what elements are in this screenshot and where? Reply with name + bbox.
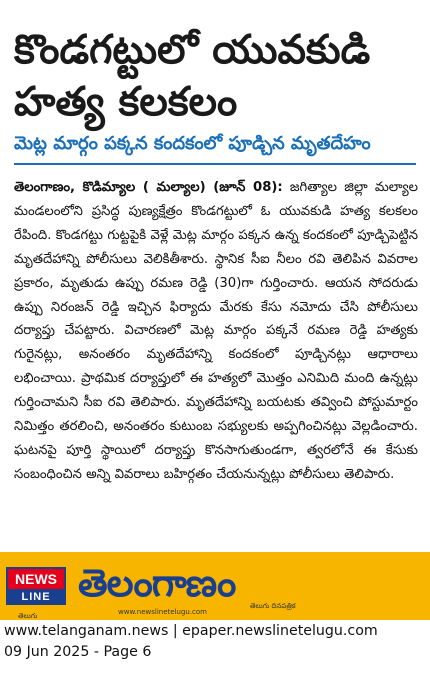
footer-website-links: www.telanganam.news | epaper.newslinetelugu.com — [4, 623, 378, 639]
article-headline: కొండగట్టులో యువకుడి హత్య కలకలం — [14, 27, 371, 125]
masthead-tagline: తెలుగు దినపత్రిక — [250, 602, 296, 610]
article-dateline: తెలంగాణం, కొడిమ్యాల ( మల్యాల) (జూన్ 08): — [14, 180, 283, 195]
subheadline-divider — [14, 163, 416, 165]
article-subheadline: మెట్ల మార్గం పక్కన కందకంలో పూడ్చిన మృతదేహం — [14, 133, 371, 154]
page-footer — [0, 620, 430, 675]
article-body-text: జగిత్యాల జిల్లా మల్యాల మండలంలోని ప్రసిద్ధ పుణ్యక్షేత్రం కొండగట్టులో ఓ యువకుడి హత్య కలకలం రేపింది. కొండగట్టు గుట్టపైకి వెళ్లే మెట్ల మార్గం పక్కన ఉన్న కందకంలో పూడ్చిపెట్టిన మృతదేహాన్ని పోలీసులు వెలికితీశారు. స్థానిక సీఐ నీలం రవి తెలిపిన వివరాల ప్రకారం, మృతుడు ఉప్పు రమణ రెడ్డి (30)గా గుర్తించారు. ఆయన సోదరుడు ఉప్పు నిరంజన్ రెడ్డి ఇచ్చిన ఫిర్యాదు మేరకు కేసు నమోదు చేసి పోలీసులు దర్యాప్తు చేపట్టారు. విచారణలో మెట్ల మార్గం పక్కనే రమణ రెడ్డి హత్యకు గురైనట్లు, అనంతరం మృతదేహాన్ని కందకంలో పూడ్చినట్లు ఆధారాలు లభించాయి. ప్రాథమిక దర్యాప్తులో ఈ హత్యలో మొత్తం ఎనిమిది మంది ఉన్నట్లు గుర్తించామని సీఐ రవి తెలిపారు. మృతదేహాన్ని బయటకు తవ్వించి పోస్టుమార్టం నిమిత్తం తరలించి, అనంతరం కుటుంబ సభ్యులకు అప్పగించినట్లు వెల్లడించారు. ఘటనపై పూర్తి స్థాయిలో దర్యాప్తు కొనసాగుతుండగా, త్వరలోనే ఈ కేసుకు సంబంధించిన అన్ని వివరాలు బహిర్గతం చేయనున్నట్లు పోలీసులు తెలిపారు. — [14, 180, 418, 482]
footer-date-page: 09 Jun 2025 - Page 6 — [4, 644, 152, 660]
newsline-logo-caption: తెలుగు — [18, 612, 38, 620]
article-body — [14, 176, 418, 487]
masthead-url: www.newslinetelugu.com — [118, 608, 207, 616]
telanganam-masthead: తెలంగాణం — [78, 561, 236, 605]
publication-banner — [0, 552, 430, 620]
newsline-logo-news: NEWS — [6, 567, 66, 589]
newsline-logo-line: LINE — [6, 589, 66, 605]
newsline-logo — [6, 567, 66, 609]
